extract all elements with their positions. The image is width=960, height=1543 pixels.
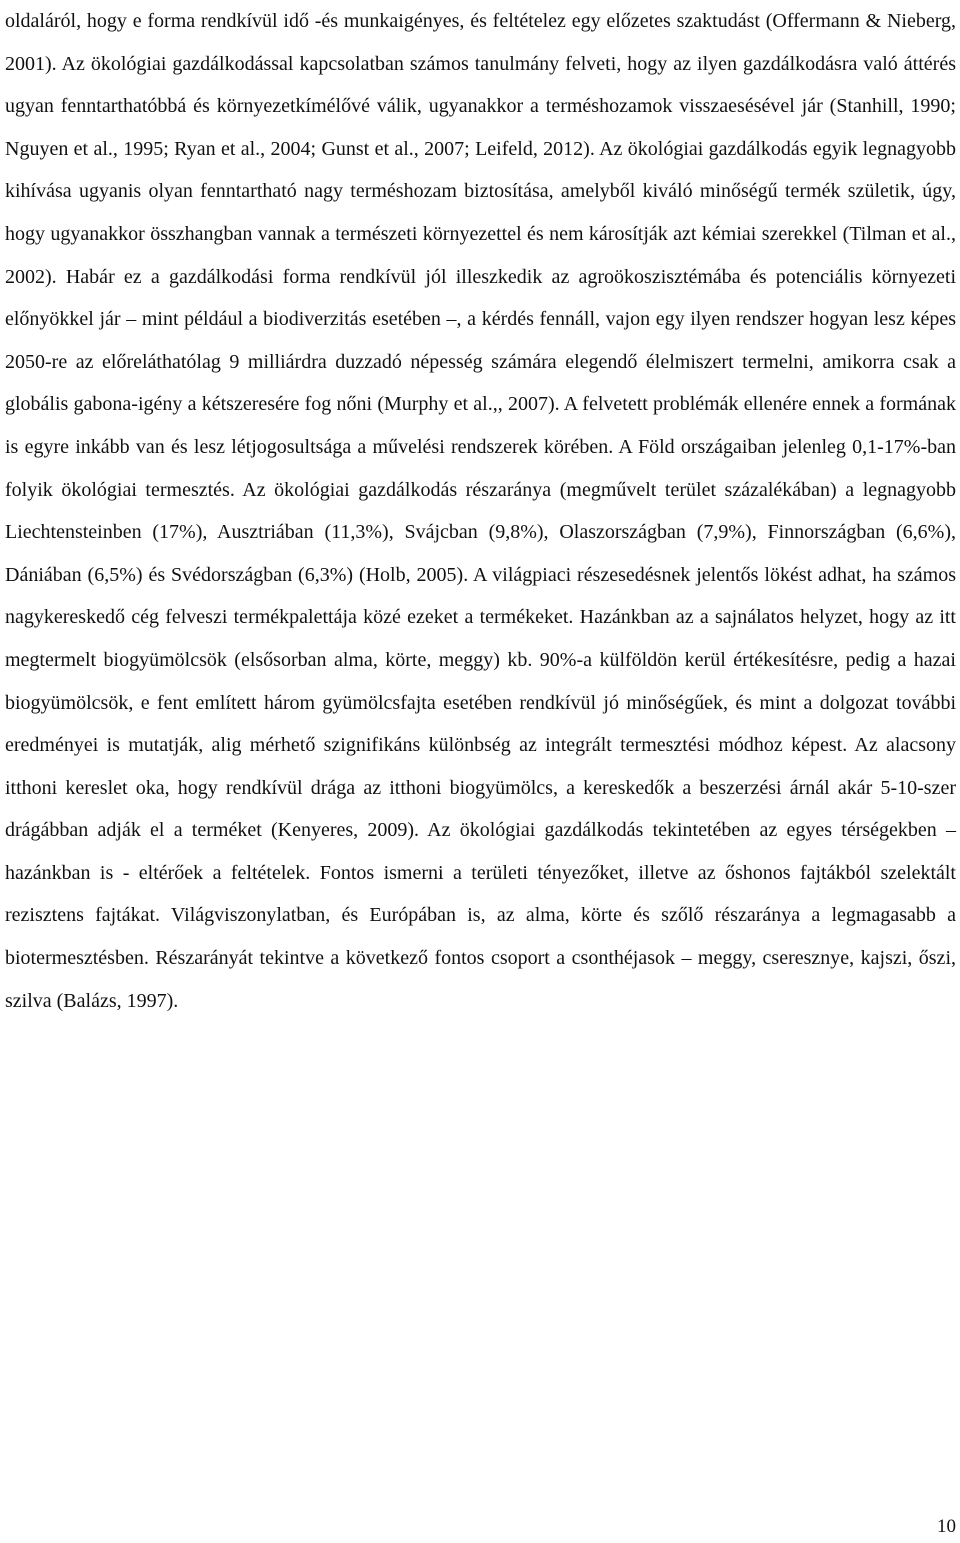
body-paragraph: oldaláról, hogy e forma rendkívül idő -és munkaigényes, és feltételez egy előzetes szaktudást (Offermann & Nieberg, 2001). Az ökológiai gazdálkodással kapcsolatban számos tanulmány felveti, hogy az ilyen gazdálkodásra való áttérés ugyan fenntarthatóbbá és környezetkímélővé válik, ugyanakkor a terméshozamok visszaesésével jár (Stanhill, 1990; Nguyen et al., 1995; Ryan et al., 2004; Gunst et al., 2007; Leifeld, 2012). Az ökológiai gazdálkodás egyik legnagyobb kihívása ugyanis olyan fenntartható nagy terméshozam biztosítása, amelyből kiváló minőségű termék születik, úgy, hogy ugyanakkor összhangban vannak a természeti környezettel és nem károsítják azt kémiai szerekkel (Tilman et al., 2002). Habár ez a gazdálkodási forma rendkívül jól illeszkedik az agroökoszisztémába és potenciális környezeti előnyökkel jár – mint például a biodiverzitás esetében –, a kérdés fennáll, vajon egy ilyen rendszer hogyan lesz képes 2050-re az előreláthatólag 9 milliárdra duzzadó népesség számára elegendő élelmiszert termelni, amikorra csak a globális gabona-igény a kétszeresére fog nőni (Murphy et al.,, 2007). A felvetett problémák ellenére ennek a formának is egyre inkább van és lesz létjogosultsága a művelési rendszerek körében. A Föld országaiban jelenleg 0,1-17%-ban folyik ökológiai termesztés. Az ökológiai gazdálkodás részaránya (megművelt terület százalékában) a legnagyobb Liechtensteinben (17%), Ausztriában (11,3%), Svájcban (9,8%), Olaszországban (7,9%), Finnországban (6,6%), Dániában (6,5%) és Svédországban (6,3%) (Holb, 2005). A világpiaci részesedésnek jelentős lökést adhat, ha számos nagykereskedő cég felveszi termékpalettája közé ezeket a termékeket. Hazánkban az a sajnálatos helyzet, hogy az itt megtermelt biogyümölcsök (elsősorban alma, körte, meggy) kb. 90%-a külföldön kerül értékesítésre, pedig a hazai biogyümölcsök, e fent említett három gyümölcsfajta esetében rendkívül jó minőségűek, és mint a dolgozat további eredményei is mutatják, alig mérhető szignifikáns különbség az integrált termesztési módhoz képest. Az alacsony itthoni kereslet oka, hogy rendkívül drága az itthoni biogyümölcs, a kereskedők a beszerzési árnál akár 5-10-szer drágábban adják el a terméket (Kenyeres, 2009). Az ökológiai gazdálkodás tekintetében az egyes térségekben – hazánkban is - eltérőek a feltételek. Fontos ismerni a területi tényezőket, illetve az őshonos fajtákból szelektált rezisztens fajtákat. Világviszonylatban, és Európában is, az alma, körte és szőlő részaránya a legmagasabb a biotermesztésben. Részarányát tekintve a következő fontos csoport a csonthéjasok – meggy, cseresznye, kajszi, őszi, szilva (Balázs, 1997).: [5, 10, 956, 1012]
page-number: 10: [937, 1516, 956, 1537]
